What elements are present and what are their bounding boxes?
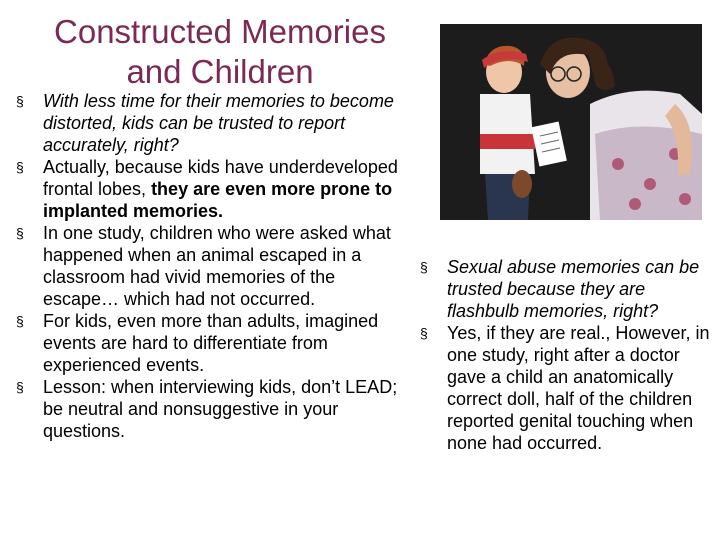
left-bullet-2 (16, 156, 411, 222)
bullet-icon: § (16, 379, 24, 395)
title-line-1: Constructed Memories (54, 13, 386, 50)
bullet-icon: § (16, 93, 24, 109)
left-bullet-3-text: In one study, children who were asked what happened when an animal escaped in a classroom had vivid memories of the escape… which had not occurred. (43, 223, 391, 309)
bullet-icon: § (16, 225, 24, 241)
bullet-icon: § (16, 313, 24, 329)
right-bullet-list (420, 256, 710, 454)
right-bullet-2-text: Yes, if they are real., However, in one study, right after a doctor gave a child an anatomically correct doll, half of the children reported genital touching when none had occurred. (447, 323, 710, 453)
right-bullet-1-text: Sexual abuse memories can be trusted because they are flashbulb memories, right? (447, 257, 700, 321)
bullet-icon: § (420, 259, 428, 275)
left-bullet-2-text-a: Actually, because kids have underdeveloped frontal lobes, (43, 157, 398, 199)
left-bullet-2-text-b: they are even more prone to implanted memories. (43, 179, 393, 221)
left-bullet-5-text: Lesson: when interviewing kids, don’t LEAD; be neutral and nonsuggestive in your questions. (43, 377, 398, 441)
photo-boy-and-woman (440, 24, 702, 220)
left-bullet-3 (16, 222, 411, 310)
left-bullet-4-text: For kids, even more than adults, imagined events are hard to differentiate from experienced events. (43, 311, 379, 375)
bullet-icon: § (420, 325, 428, 341)
photo-illustration (440, 24, 702, 220)
title-line-2: and Children (126, 53, 314, 90)
right-bullet-1 (420, 256, 710, 322)
left-bullet-list (16, 90, 411, 442)
left-bullet-4 (16, 310, 411, 376)
left-bullet-1 (16, 90, 411, 156)
bullet-icon: § (16, 159, 24, 175)
left-bullet-1-text: With less time for their memories to become distorted, kids can be trusted to report accurately, right? (43, 91, 394, 155)
slide-title (20, 12, 420, 92)
left-bullet-5 (16, 376, 411, 442)
right-bullet-2 (420, 322, 710, 454)
